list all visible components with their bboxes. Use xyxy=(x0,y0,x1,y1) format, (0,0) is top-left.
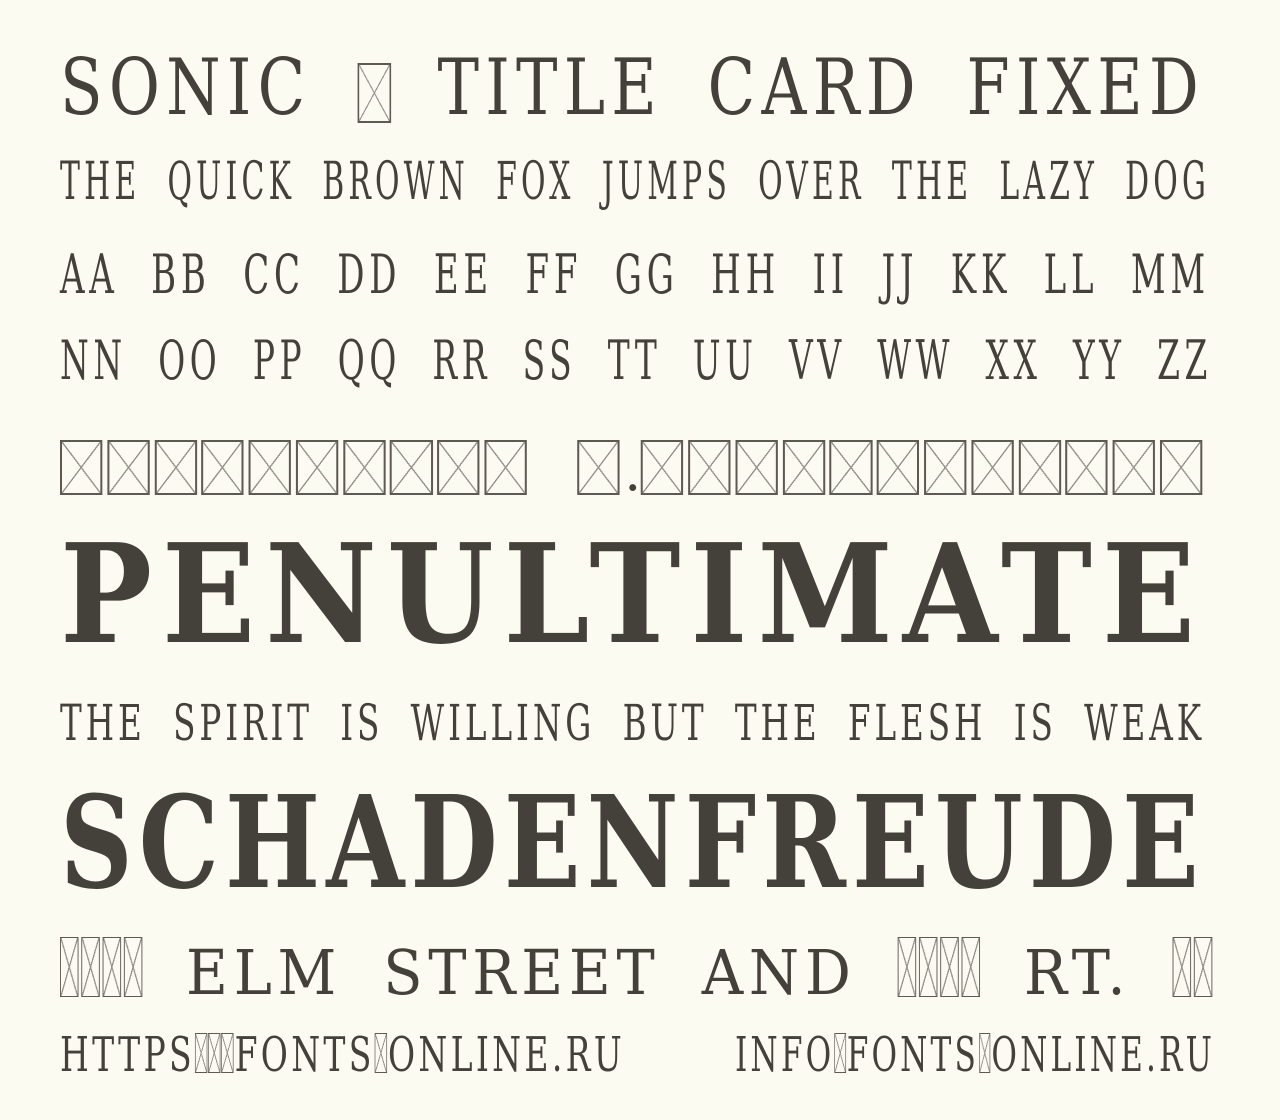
missing-glyph-box xyxy=(898,937,916,997)
missing-glyph-box xyxy=(102,937,120,997)
missing-glyph-box xyxy=(1113,440,1155,495)
missing-glyph-box xyxy=(358,63,391,123)
missing-glyph-box xyxy=(940,937,958,997)
missing-glyph-box xyxy=(688,440,730,495)
text-run: ELM STREET AND xyxy=(144,936,898,1010)
address-sample-line xyxy=(60,936,1215,1010)
missing-glyph-box xyxy=(735,440,777,495)
missing-glyph-box xyxy=(971,440,1013,495)
text-run: INFO xyxy=(735,1027,835,1083)
text-run: ONLINE.RU xyxy=(991,1027,1215,1083)
footer-site-url xyxy=(60,1027,625,1083)
text-run: RT. xyxy=(982,936,1173,1010)
text-run: SONIC xyxy=(60,43,357,133)
missing-glyph-box xyxy=(375,1033,387,1073)
missing-glyph-box xyxy=(296,440,338,495)
missing-glyph-box xyxy=(208,1033,220,1073)
missing-glyph-box xyxy=(221,1033,233,1073)
missing-glyph-box xyxy=(154,440,196,495)
missing-glyph-box xyxy=(641,440,683,495)
sample-phrase-line: THE SPIRIT IS WILLING BUT THE FLESH IS WEAK xyxy=(60,694,1205,752)
text-run: FONTS xyxy=(846,1027,979,1083)
sample-word-penultimate: PENULTIMATE xyxy=(60,514,1205,675)
missing-glyph-box xyxy=(961,937,979,997)
missing-glyph-box xyxy=(201,440,243,495)
digits-punctuation-line xyxy=(60,440,1207,504)
missing-glyph-box xyxy=(1160,440,1202,495)
missing-glyph-box xyxy=(783,440,825,495)
text-run xyxy=(532,443,578,503)
pangram-line: THE QUICK BROWN FOX JUMPS OVER THE LAZY DOG xyxy=(60,152,1210,212)
missing-glyph-box xyxy=(249,440,291,495)
missing-glyph-box xyxy=(437,440,479,495)
missing-glyph-box xyxy=(195,1033,207,1073)
alphabet-line-n-z: NN OO PP QQ RR SS TT UU VV WW XX YY ZZ xyxy=(60,329,1212,392)
missing-glyph-box xyxy=(834,1033,846,1073)
missing-glyph-box xyxy=(124,937,142,997)
missing-glyph-box xyxy=(60,937,78,997)
missing-glyph-box xyxy=(1018,440,1060,495)
sample-word-schadenfreude: SCHADENFREUDE xyxy=(60,768,1205,917)
text-run: . xyxy=(624,443,642,504)
alphabet-line-a-m: AA BB CC DD EE FF GG HH II JJ KK LL MM xyxy=(60,243,1210,306)
text-run: TITLE CARD FIXED xyxy=(392,43,1205,133)
footer-email-address xyxy=(735,1027,1215,1083)
missing-glyph-box xyxy=(1194,937,1212,997)
missing-glyph-box xyxy=(81,937,99,997)
text-run: HTTPS xyxy=(60,1027,195,1083)
missing-glyph-box xyxy=(830,440,872,495)
missing-glyph-box xyxy=(60,440,102,495)
missing-glyph-box xyxy=(390,440,432,495)
missing-glyph-box xyxy=(577,440,619,495)
missing-glyph-box xyxy=(343,440,385,495)
missing-glyph-box xyxy=(877,440,919,495)
missing-glyph-box xyxy=(924,440,966,495)
missing-glyph-box xyxy=(979,1033,991,1073)
missing-glyph-box xyxy=(1066,440,1108,495)
text-run: ONLINE.RU xyxy=(387,1027,625,1083)
missing-glyph-box xyxy=(919,937,937,997)
text-run: FONTS xyxy=(234,1027,375,1083)
missing-glyph-box xyxy=(1173,937,1191,997)
missing-glyph-box xyxy=(484,440,526,495)
font-name-preview-line xyxy=(60,43,1205,133)
missing-glyph-box xyxy=(107,440,149,495)
